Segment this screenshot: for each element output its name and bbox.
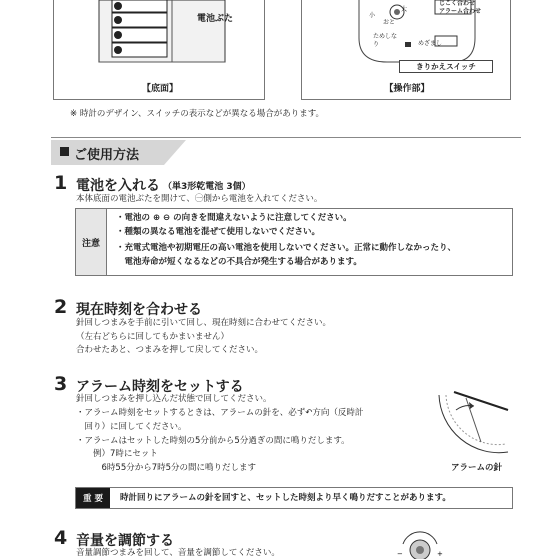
- step-3-title: アラーム時刻をセットする: [76, 379, 244, 395]
- important-label: 重 要: [83, 494, 103, 504]
- operation-panel-figure: [301, 0, 511, 100]
- alarm-hand-caption: アラームの針: [451, 463, 503, 473]
- switch-label: きりかえスイッチ: [416, 62, 476, 71]
- step-3-text: 6時55分から7時5分の間に鳴りだします: [76, 463, 257, 473]
- operation-panel-caption: 【操作部】: [384, 84, 430, 94]
- important-label-cell: [76, 488, 110, 508]
- step-3-text: 例）7時にセット: [76, 449, 158, 459]
- step-2-title: 現在時刻を合わせる: [76, 302, 202, 318]
- step-4-number: 4: [54, 527, 68, 549]
- step-3-text: ・アラーム時刻をセットするときは、アラームの針を、必ず↶方向（反時計: [76, 408, 364, 418]
- step-2-text: 合わせたあと、つまみを押して戻してください。: [76, 345, 264, 355]
- section-title: ご使用方法: [74, 148, 140, 163]
- alarm-hand-illustration: [436, 390, 516, 455]
- alarm-mode-label: めざまし: [418, 40, 443, 47]
- step-2-text: 針回しつまみを手前に引いて回し、現在時刻に合わせてください。: [76, 318, 332, 328]
- design-note: ※ 時計のデザイン、スイッチの表示などが異なる場合があります。: [70, 109, 325, 119]
- volume-knob-illustration: [395, 530, 455, 559]
- step-3-text: ・アラームはセットした時刻の5分前から5分過ぎの間に鳴りだします。: [76, 436, 350, 446]
- caution-item: ・種類の異なる電池を混ぜて使用しないでください。: [116, 227, 321, 237]
- battery-cover-label: 電池ぶた: [197, 14, 234, 24]
- step-1-title: 電池を入れる: [76, 178, 160, 194]
- caution-box: [75, 208, 513, 276]
- caution-label-cell: [76, 209, 107, 275]
- svg-text:+: +: [437, 550, 443, 558]
- switch-label-box: [399, 60, 493, 73]
- important-box: [75, 487, 513, 509]
- step-3-text: 回り）に回してください。: [76, 422, 187, 432]
- step-3-text: 針回しつまみを押し込んだ状態で回してください。: [76, 394, 272, 404]
- step-2-number: 2: [54, 296, 68, 318]
- step-2-text: （左右どちらに回してもかまいません）: [76, 332, 230, 342]
- bottom-view-caption: 【底面】: [141, 84, 178, 94]
- step-1-subtitle: （単3形乾電池 3個）: [163, 182, 251, 192]
- caution-item: ・電池の ⊕ ⊖ の向きを間違えないように注意してください。: [116, 213, 352, 223]
- bottom-view-figure: [53, 0, 265, 100]
- step-3-number: 3: [54, 373, 68, 395]
- svg-text:−: −: [397, 550, 403, 558]
- section-banner-bullet: [60, 147, 69, 156]
- volume-large-label: 大: [401, 6, 408, 13]
- snooze-label: ためしなり: [373, 33, 398, 48]
- step-4-title: 音量を調節する: [76, 533, 174, 549]
- volume-small-label: 小: [369, 12, 376, 19]
- section-divider: [51, 137, 521, 138]
- caution-label: 注意: [81, 239, 100, 249]
- caution-item: ・充電式電池や初期電圧の高い電池を使用しないでください。正常に動作しなかったり、: [116, 243, 457, 253]
- caution-item: 電池寿命が短くなるなどの不具合が発生する場合があります。: [116, 257, 362, 267]
- alarm-set-label: じこく合わせ アラーム合わせ: [439, 0, 482, 15]
- important-text: 時計回りにアラームの針を回すと、セットした時刻より早く鳴りだすことがあります。: [120, 493, 451, 503]
- step-1-text: 本体底面の電池ぶたを開けて、㊀側から電池を入れてください。: [76, 194, 323, 204]
- step-4-text: 音量調節つまみを回して、音量を調節してください。: [76, 548, 280, 558]
- step-1-number: 1: [54, 172, 68, 194]
- volume-label: おと: [383, 19, 396, 26]
